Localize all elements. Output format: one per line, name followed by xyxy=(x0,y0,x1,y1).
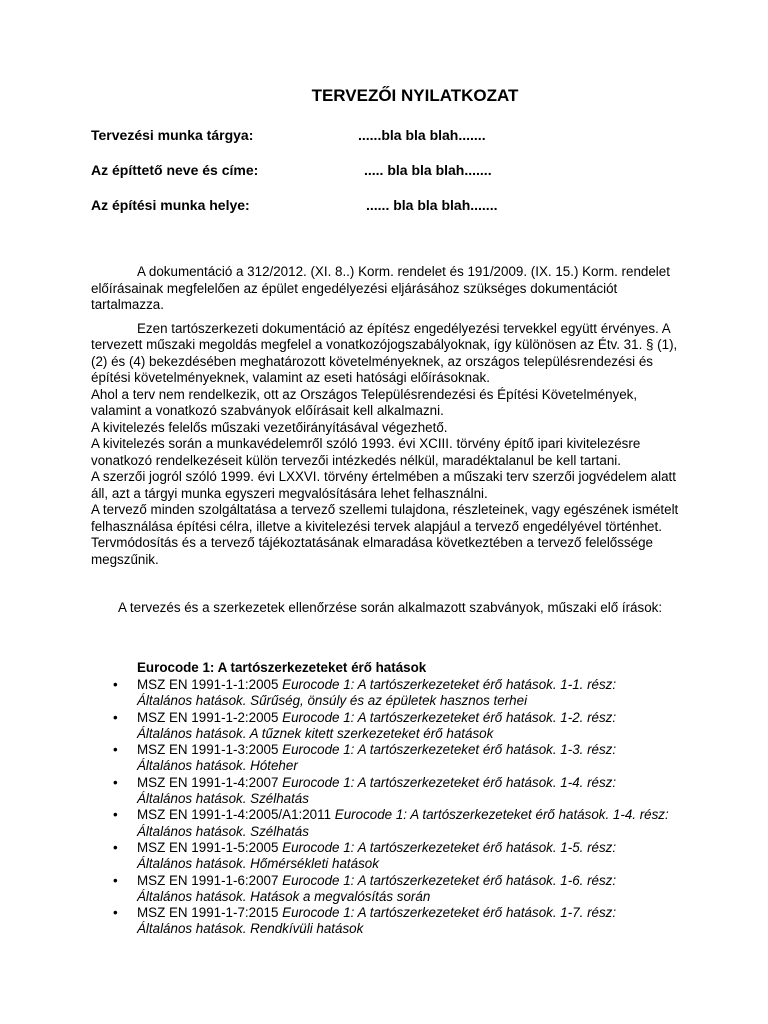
bullet-icon: • xyxy=(113,709,118,725)
intro-section xyxy=(91,264,685,568)
standard-code: MSZ EN 1991-1-6:2007 xyxy=(137,872,279,888)
field-label: Tervezési munka tárgya: xyxy=(91,127,254,143)
paragraph-where-not-specified: Ahol a terv nem rendelkezik, ott az Országos Településrendezési és Építési Követelmények, valamint a vonatkozó szabványok előírásait kell alkalmazni. xyxy=(91,386,638,418)
standard-code: MSZ EN 1991-1-2:2005 xyxy=(137,709,279,725)
standard-title: Eurocode 1: A tartószerkezeteket érő hatások. 1-3. rész: Általános hatások. Hóteher xyxy=(137,742,617,774)
list-item xyxy=(110,905,670,938)
field-value: ......bla bla blah....... xyxy=(358,127,486,143)
bullet-icon: • xyxy=(113,677,118,692)
standard-title: Eurocode 1: A tartószerkezeteket érő hatások. 1-4. rész: Általános hatások. Szélhatás xyxy=(137,807,669,839)
paragraph-supervision: A kivitelezés felelős műszaki vezetőirányításával végezhető. xyxy=(91,419,448,435)
standard-title: Eurocode 1: A tartószerkezeteket érő hatások. 1-4. rész: Általános hatások. Szélhatás xyxy=(137,774,617,807)
standard-title: Eurocode 1: A tartószerkezeteket érő hatások. 1-1. rész: Általános hatások. Sűrűség, önsúly és az épületek hasznos terhei xyxy=(137,677,617,709)
bullet-icon: • xyxy=(113,774,118,790)
field-value: ...... bla bla blah....... xyxy=(366,197,498,213)
standard-code: MSZ EN 1991-1-1:2005 xyxy=(137,677,279,692)
eurocode-heading: Eurocode 1: A tartószerkezeteket érő hatások xyxy=(137,660,427,675)
field-label: Az építtető neve és címe: xyxy=(91,162,259,178)
standard-code: MSZ EN 1991-1-3:2005 xyxy=(137,742,279,758)
paragraph-standards-intro: A tervezés és a szerkezetek ellenőrzése során alkalmazott szabványok, műszaki elő írások: xyxy=(118,600,663,615)
paragraph-work-safety: A kivitelezés során a munkavédelemről szóló 1993. évi XCIII. törvény építő ipari kivitelezésre vonatkozó rendelkezéseit külön tervezői intézkedés nélkül, maradéktalanul be kell tartani. xyxy=(91,436,641,468)
standards-intro-section xyxy=(91,600,685,617)
bullet-icon: • xyxy=(113,872,118,888)
field-value: ..... bla bla blah....... xyxy=(364,162,492,178)
bullet-icon: • xyxy=(113,742,118,758)
list-item xyxy=(110,775,670,808)
paragraph-documentation: A dokumentáció a 312/2012. (XI. 8..) Korm. rendelet és 191/2009. (IX. 15.) Korm. rendelet előírásainak megfelelően az épület engedélyezési eljárásához szükséges dokumentációt tartalmazza. xyxy=(91,264,670,312)
list-item xyxy=(110,677,670,710)
standard-code: MSZ EN 1991-1-7:2015 xyxy=(137,905,279,921)
standard-code: MSZ EN 1991-1-4:2007 xyxy=(137,774,279,790)
list-item xyxy=(110,807,670,840)
field-label: Az építési munka helye: xyxy=(91,197,250,213)
page-title: TERVEZŐI NYILATKOZAT xyxy=(311,86,519,105)
standard-title: Eurocode 1: A tartószerkezeteket érő hatások. 1-2. rész: Általános hatások. A tűznek kitett szerkezeteket érő hatások xyxy=(137,709,617,741)
standard-title: Eurocode 1: A tartószerkezeteket érő hatások. 1-6. rész: Általános hatások. Hatások a megvalósítás során xyxy=(137,872,617,904)
standards-list xyxy=(110,677,670,938)
paragraph-validity: Ezen tartószerkezeti dokumentáció az építész engedélyezési tervekkel együtt érvényes. A tervezett műszaki megoldás megfelel a vonatkozójogszabályoknak, így különösen az Étv. 31. § (1),(2) és (4) bekezdésében meghatározott követelményeknek, az országos településrendezési és építési követelményeknek, valamint az eseti hatósági előírásoknak. xyxy=(91,320,678,385)
paragraph-intellectual-property: A tervező minden szolgáltatása a tervező szellemi tulajdona, részleteinek, vagy egészének ismételt felhasználása építési célra, illetve a kivitelezési tervek alapjául a tervező engedélyével történhet. Tervmódosítás és a tervező tájékoztatásának elmaradása következtében a tervező felelőssége megszűnik. xyxy=(91,502,679,567)
list-item xyxy=(110,710,670,743)
standard-title: Eurocode 1: A tartószerkezeteket érő hatások. 1-5. rész: Általános hatások. Hőmérsékleti hatások xyxy=(137,839,617,872)
bullet-icon: • xyxy=(113,905,118,921)
list-item xyxy=(110,840,670,873)
standard-title: Eurocode 1: A tartószerkezeteket érő hatások. 1-7. rész: Általános hatások. Rendkívüli hatások xyxy=(137,905,617,937)
list-item xyxy=(110,873,670,906)
standard-code: MSZ EN 1991-1-5:2005 xyxy=(137,839,279,855)
paragraph-copyright: A szerzői jogról szóló 1999. évi LXXVI. törvény értelmében a műszaki terv szerzői jogvédelem alatt áll, azt a tárgyi munka egyszeri megvalósítására lehet felhasználni. xyxy=(91,469,677,501)
list-item xyxy=(110,742,670,775)
standard-code: MSZ EN 1991-1-4:2005/A1:2011 xyxy=(137,807,332,823)
bullet-icon: • xyxy=(113,839,118,855)
bullet-icon: • xyxy=(113,807,118,823)
